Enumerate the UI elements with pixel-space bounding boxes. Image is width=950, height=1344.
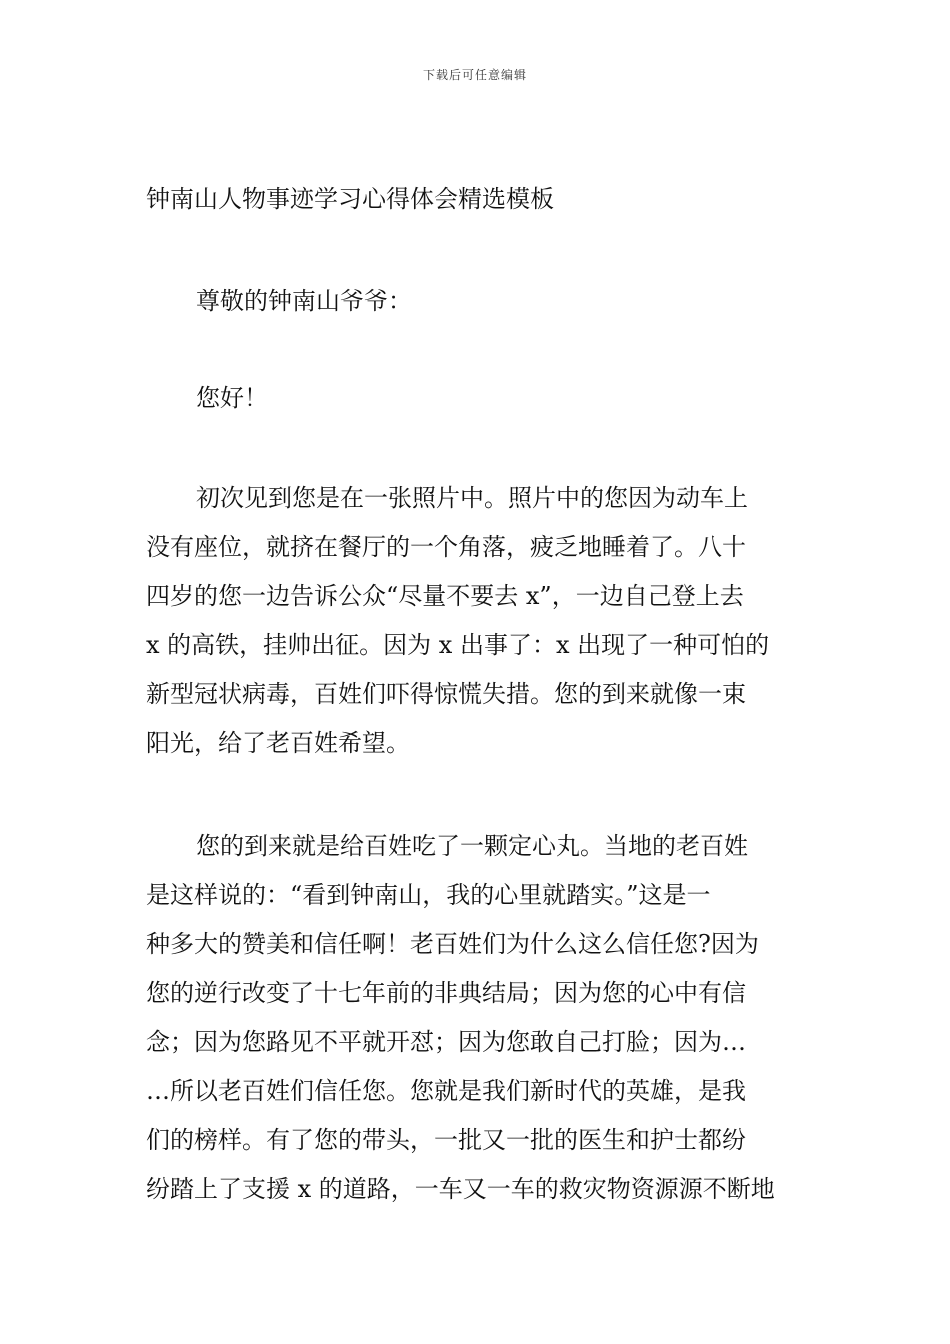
paragraph-line: 初次见到您是在一张照片中。照片中的您因为动车上 bbox=[196, 484, 748, 512]
paragraph-line: 种多大的赞美和信任啊！老百姓们为什么这么信任您?因为 bbox=[146, 930, 759, 958]
paragraph-line: 四岁的您一边告诉公众“尽量不要去 x”，一边自己登上去 bbox=[146, 582, 744, 610]
paragraph-line: 新型冠状病毒，百姓们吓得惊慌失措。您的到来就像一束 bbox=[146, 680, 746, 708]
paragraph-line: 纷踏上了支援 x 的道路，一车又一车的救灾物资源源不断地 bbox=[146, 1175, 775, 1203]
header-note: 下载后可任意编辑 bbox=[422, 68, 527, 82]
paragraph-1 bbox=[146, 474, 806, 768]
paragraph-line: 您的逆行改变了十七年前的非典结局；因为您的心中有信 bbox=[146, 979, 746, 1007]
paragraph-2 bbox=[146, 822, 806, 1214]
paragraph-line: …所以老百姓们信任您。您就是我们新时代的英雄，是我 bbox=[146, 1077, 746, 1105]
paragraph-line: x 的高铁，挂帅出征。因为 x 出事了：x 出现了一种可怕的 bbox=[146, 631, 770, 659]
paragraph-line: 阳光，给了老百姓希望。 bbox=[146, 729, 410, 757]
document-title: 钟南山人物事迹学习心得体会精选模板 bbox=[146, 185, 554, 213]
paragraph-line: 们的榜样。有了您的带头，一批又一批的医生和护士都纷 bbox=[146, 1126, 746, 1154]
greeting: 您好！ bbox=[196, 384, 268, 412]
paragraph-line: 您的到来就是给百姓吃了一颗定心丸。当地的老百姓 bbox=[196, 832, 748, 860]
paragraph-line: 是这样说的：“看到钟南山，我的心里就踏实。”这是一 bbox=[146, 881, 711, 909]
paragraph-line: 念；因为您路见不平就开怼；因为您敢自己打脸；因为… bbox=[146, 1028, 746, 1056]
paragraph-line: 没有座位，就挤在餐厅的一个角落，疲乏地睡着了。八十 bbox=[146, 533, 746, 561]
salutation: 尊敬的钟南山爷爷： bbox=[196, 287, 412, 315]
